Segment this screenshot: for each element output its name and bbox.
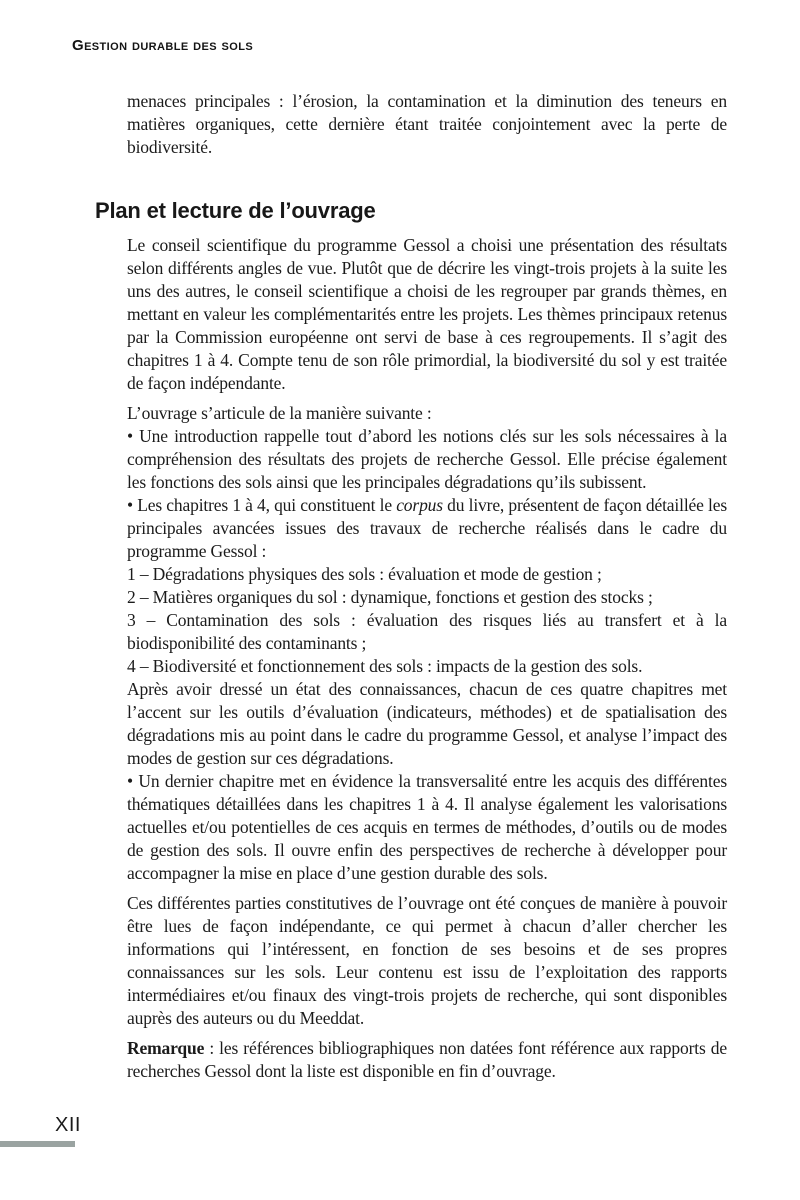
- intro-paragraph: menaces principales : l’érosion, la contamination et la diminution des teneurs en matières organiques, cette dernière étant traitée conjointement avec la perte de biodiversité.: [127, 91, 727, 157]
- paragraph: [127, 425, 727, 494]
- page-number: XII: [55, 1114, 81, 1136]
- text-segment: 2 – Matières organiques du sol : dynamique, fonctions et gestion des stocks ;: [127, 587, 653, 607]
- body-paragraphs: [127, 234, 727, 1083]
- text-segment: Après avoir dressé un état des connaissances, chacun de ces quatre chapitres met l’accent sur les outils d’évaluation (indicateurs, méthodes) et de spatialisation des dégradations mis au point dans le cadre du programme Gessol, et analyse l’impact des modes de gestion sur ces dégradations.: [127, 679, 727, 768]
- text-segment: du livre, présentent de façon détaillée les principales avancées issues des travaux de recherche réalisés dans le cadre du programme Gessol :: [127, 495, 727, 561]
- text-segment: 1 – Dégradations physiques des sols : évaluation et mode de gestion ;: [127, 564, 602, 584]
- footer-bar: [0, 1141, 75, 1147]
- text-segment: Remarque: [127, 1038, 205, 1058]
- section-heading: Plan et lecture de l’ouvrage: [95, 198, 376, 223]
- paragraph: [127, 494, 727, 563]
- text-segment: L’ouvrage s’articule de la manière suivante :: [127, 403, 432, 423]
- text-segment: 3 – Contamination des sols : évaluation des risques liés au transfert et à la biodisponibilité des contaminants ;: [127, 610, 727, 653]
- paragraph: [127, 655, 727, 678]
- paragraph: [127, 402, 727, 425]
- paragraph: [127, 234, 727, 395]
- paragraph: [127, 586, 727, 609]
- text-segment: • Les chapitres 1 à 4, qui constituent le: [127, 495, 397, 515]
- paragraph: [127, 1037, 727, 1083]
- paragraph: [127, 892, 727, 1030]
- text-segment: Le conseil scientifique du programme Gessol a choisi une présentation des résultats selon différents angles de vue. Plutôt que de décrire les vingt-trois projets à la suite les uns des autres, le conseil scientifique a choisi de les regrouper par grands thèmes, en mettant en valeur les complémentarités entre les projets. Les thèmes principaux retenus par la Commission européenne ont servi de base à ces regroupements. Il s’agit des chapitres 1 à 4. Compte tenu de son rôle primordial, la biodiversité du sol y est traitée de façon indépendante.: [127, 235, 727, 393]
- text-segment: : les références bibliographiques non datées font référence aux rapports de recherches Gessol dont la liste est disponible en fin d’ouvrage.: [127, 1038, 727, 1081]
- running-header: Gestion durable des sols: [72, 37, 254, 54]
- paragraph: [127, 563, 727, 586]
- text-segment: • Un dernier chapitre met en évidence la transversalité entre les acquis des différentes thématiques détaillées dans les chapitres 1 à 4. Il analyse également les valorisations actuelles et/ou potentielles de ces acquis en termes de méthodes, d’outils ou de modes de gestion des sols. Il ouvre enfin des perspectives de recherche à développer pour accompagner la mise en place d’une gestion durable des sols.: [127, 771, 727, 883]
- paragraph: [127, 609, 727, 655]
- main-text-column: [95, 90, 727, 1083]
- paragraph: [127, 770, 727, 885]
- text-segment: Ces différentes parties constitutives de l’ouvrage ont été conçues de manière à pouvoir être lues de façon indépendante, ce qui permet à chacun d’aller chercher les informations qui l’intéressent, en fonction de ses besoins et de ses propres connaissances sur les sols. Leur contenu est issu de l’exploitation des rapports intermédiaires et/ou finaux des vingt-trois projets de recherche, qui sont disponibles auprès des auteurs ou du Meeddat.: [127, 893, 727, 1028]
- text-segment: corpus: [396, 495, 443, 515]
- text-segment: • Une introduction rappelle tout d’abord les notions clés sur les sols nécessaires à la compréhension des résultats des projets de recherche Gessol. Elle précise également les fonctions des sols ainsi que les principales dégradations qu’ils subissent.: [127, 426, 727, 492]
- text-segment: 4 – Biodiversité et fonctionnement des sols : impacts de la gestion des sols.: [127, 656, 643, 676]
- paragraph: [127, 678, 727, 770]
